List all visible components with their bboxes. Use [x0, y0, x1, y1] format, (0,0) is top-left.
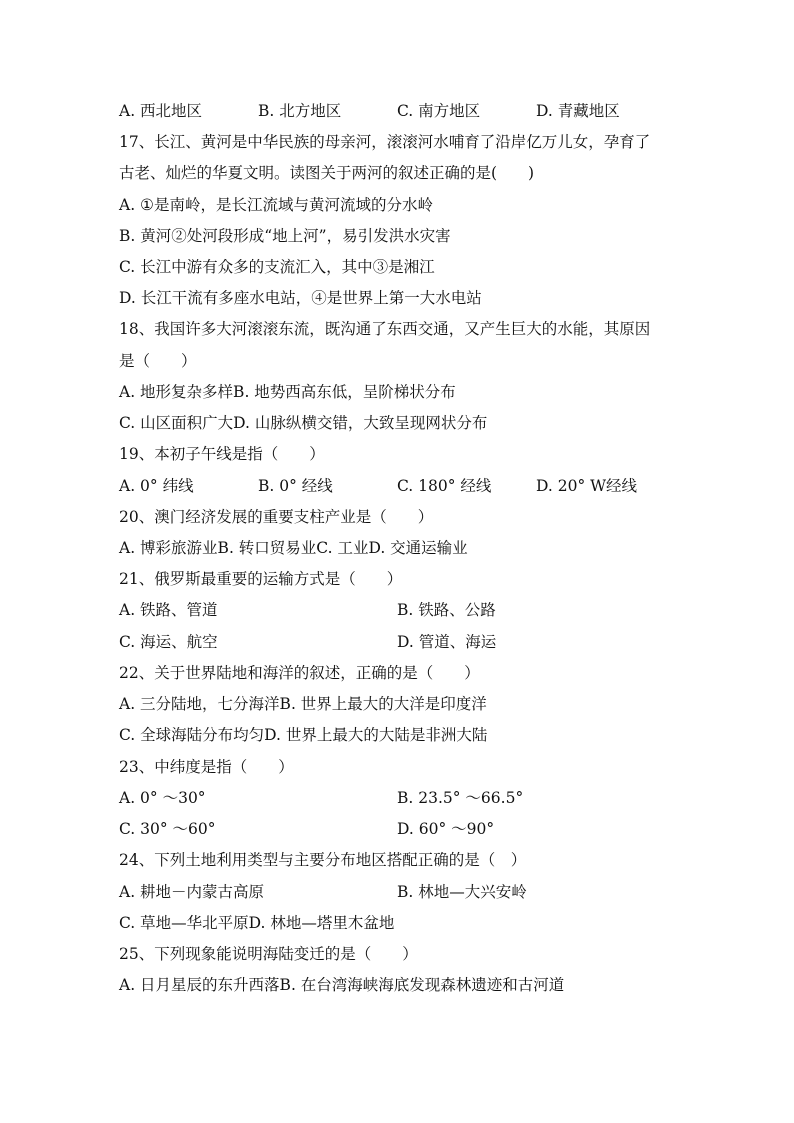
q24-options-line2: C. 草地—华北平原D. 林地—塔里木盆地 [119, 914, 395, 932]
q17-option-d: D. 长江干流有多座水电站，④是世界上第一大水电站 [119, 289, 482, 307]
q23-option-a: A. 0° ～30° [119, 789, 206, 807]
q18-options-line2: C. 山区面积广大D. 山脉纵横交错，大致呈现网状分布 [119, 414, 488, 432]
q22-options-line2: C. 全球海陆分布均匀D. 世界上最大的大陆是非洲大陆 [119, 726, 488, 744]
q17-option-b: B. 黄河②处河段形成“地上河”，易引发洪水灾害 [119, 227, 451, 245]
q16-option-d: D. 青藏地区 [536, 102, 620, 120]
q17-option-a: A. ①是南岭，是长江流域与黄河流域的分水岭 [119, 196, 433, 214]
q23-option-c: C. 30° ～60° [119, 820, 216, 838]
q19-stem: 19、本初子午线是指（ ） [119, 445, 325, 463]
q25-options-line1: A. 日月星辰的东升西落B. 在台湾海峡海底发现森林遗迹和古河道 [119, 976, 565, 994]
q21-stem: 21、俄罗斯最重要的运输方式是（ ） [119, 570, 403, 588]
q16-option-a: A. 西北地区 [119, 102, 203, 120]
q23-option-d: D. 60° ～90° [397, 820, 495, 838]
q18-stem-line2: 是（ ） [119, 352, 197, 370]
q21-option-a: A. 铁路、管道 [119, 601, 218, 619]
q17-stem-line2: 古老、灿烂的华夏文明。读图关于两河的叙述正确的是( ) [119, 164, 535, 182]
q17-option-c: C. 长江中游有众多的支流汇入，其中③是湘江 [119, 258, 435, 276]
q18-options-line1: A. 地形复杂多样B. 地势西高东低，呈阶梯状分布 [119, 383, 456, 401]
q19-option-c: C. 180° 经线 [397, 477, 492, 495]
q18-stem-line1: 18、我国许多大河滚滚东流，既沟通了东西交通，又产生巨大的水能，其原因 [119, 320, 651, 338]
q24-stem: 24、下列土地利用类型与主要分布地区搭配正确的是（ ） [119, 851, 527, 869]
q20-stem: 20、澳门经济发展的重要支柱产业是（ ） [119, 508, 434, 526]
q16-option-c: C. 南方地区 [397, 102, 481, 120]
q21-option-d: D. 管道、海运 [397, 633, 497, 651]
q21-option-b: B. 铁路、公路 [397, 601, 496, 619]
q17-stem-line1: 17、长江、黄河是中华民族的母亲河，滚滚河水哺育了沿岸亿万儿女，孕育了 [119, 133, 651, 151]
q25-stem: 25、下列现象能说明海陆变迁的是（ ） [119, 945, 418, 963]
q24-option-b: B. 林地—大兴安岭 [397, 883, 527, 901]
q23-option-b: B. 23.5° ～66.5° [397, 789, 524, 807]
q21-option-c: C. 海运、航空 [119, 633, 218, 651]
q19-option-d: D. 20° W经线 [536, 477, 638, 495]
q23-stem: 23、中纬度是指（ ） [119, 758, 294, 776]
q20-options: A. 博彩旅游业B. 转口贸易业C. 工业D. 交通运输业 [119, 539, 468, 557]
q22-stem: 22、关于世界陆地和海洋的叙述，正确的是（ ） [119, 664, 480, 682]
q19-option-b: B. 0° 经线 [258, 477, 333, 495]
q22-options-line1: A. 三分陆地，七分海洋B. 世界上最大的大洋是印度洋 [119, 695, 487, 713]
q19-option-a: A. 0° 纬线 [119, 477, 194, 495]
q16-option-b: B. 北方地区 [258, 102, 342, 120]
q24-option-a: A. 耕地－内蒙古高原 [119, 883, 265, 901]
